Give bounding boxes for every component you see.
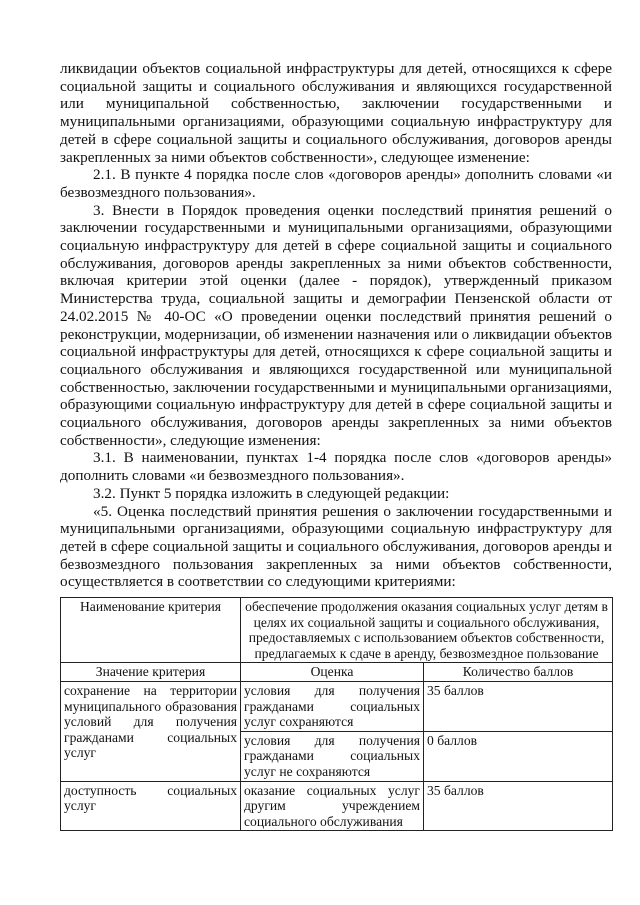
table-header-row xyxy=(61,598,613,663)
paragraph-3-1: 3.1. В наименовании, пунктах 1-4 порядка после слов «договоров аренды» дополнить словами «и безвозмездного пользования». xyxy=(60,449,612,485)
paragraph-3-2: 3.2. Пункт 5 порядка изложить в следующей редакции: xyxy=(93,484,450,502)
points-cell: 0 баллов xyxy=(424,731,613,781)
criterion-name-value: обеспечение продолжения оказания социальных услуг детям в целях их социальной защиты и социального обслуживания, предоставляемых с использованием объектов собственности, предлагаемых к сдаче в аренду, безвозмездное пользование xyxy=(241,598,613,663)
criteria-table xyxy=(60,597,613,831)
column-header-grade: Оценка xyxy=(241,663,424,682)
paragraph-3: 3. Внести в Порядок проведения оценки последствий принятия решений о заключении государственными и муниципальными организациями, образующими социальную инфраструктуру для детей в сфере социальной защиты и социального обслуживания, договоров аренды закрепленных за ними объектов собственности, включая критерии этой оценки (далее - порядок), утвержденный приказом Министерства труда, социальной защиты и демографии Пензенской области от 24.02.2015 № 40-ОС «О проведении оценки последствий принятия решений о реконструкции, модернизации, об изменении назначения или о ликвидации объектов социальной инфраструктуры для детей, относящихся к сфере социальной защиты и социального обслуживания и являющихся государственной или муниципальной собственностью, заключении государственными и муниципальными организациями, образующими социальную инфраструктуру для детей в сфере социальной защиты и социального обслуживания, договоров аренды закрепленных за ними объектов собственности», следующие изменения: xyxy=(60,201,612,449)
grade-cell: условия для получения гражданами социальных услуг не сохраняются xyxy=(241,731,424,781)
column-header-value: Значение критерия xyxy=(61,663,241,682)
table-columns-row xyxy=(61,663,613,682)
document-body xyxy=(60,60,612,591)
grade-cell: оказание социальных услуг другим учреждением социального обслуживания xyxy=(241,781,424,831)
points-cell: 35 баллов xyxy=(424,781,613,831)
grade-cell: условия для получения гражданами социальных услуг сохраняются xyxy=(241,681,424,731)
criterion-value-cell: сохранение на территории муниципального образования условий для получения гражданами социальных услуг xyxy=(61,681,241,781)
table-row xyxy=(61,681,613,731)
column-header-points: Количество баллов xyxy=(424,663,613,682)
paragraph-2-1: 2.1. В пункте 4 порядка после слов «договоров аренды» дополнить словами «и безвозмездного пользования». xyxy=(60,166,612,201)
criterion-name-label: Наименование критерия xyxy=(61,598,241,663)
table-row xyxy=(61,781,613,831)
paragraph-continuation: ликвидации объектов социальной инфраструктуры для детей, относящихся к сфере социальной защиты и социального обслуживания и являющихся государственной или муниципальной собственностью, заключении государственными и муниципальными организациями, образующими социальную инфраструктуру для детей в сфере социальной защиты и социального обслуживания, договоров аренды закрепленных за ними объектов собственности», следующее изменение: xyxy=(60,60,612,166)
criterion-value-cell: доступность социальных услуг xyxy=(61,781,241,831)
points-cell: 35 баллов xyxy=(424,681,613,731)
paragraph-5-quote: «5. Оценка последствий принятия решения о заключении государственными и муниципальными организациями, образующими социальную инфраструктуру для детей в сфере социальной защиты и социального обслуживания, договоров аренды и безвозмездного пользования закрепленных за ними объектов собственности, осуществляется в соответствии со следующими критериями: xyxy=(60,502,612,591)
